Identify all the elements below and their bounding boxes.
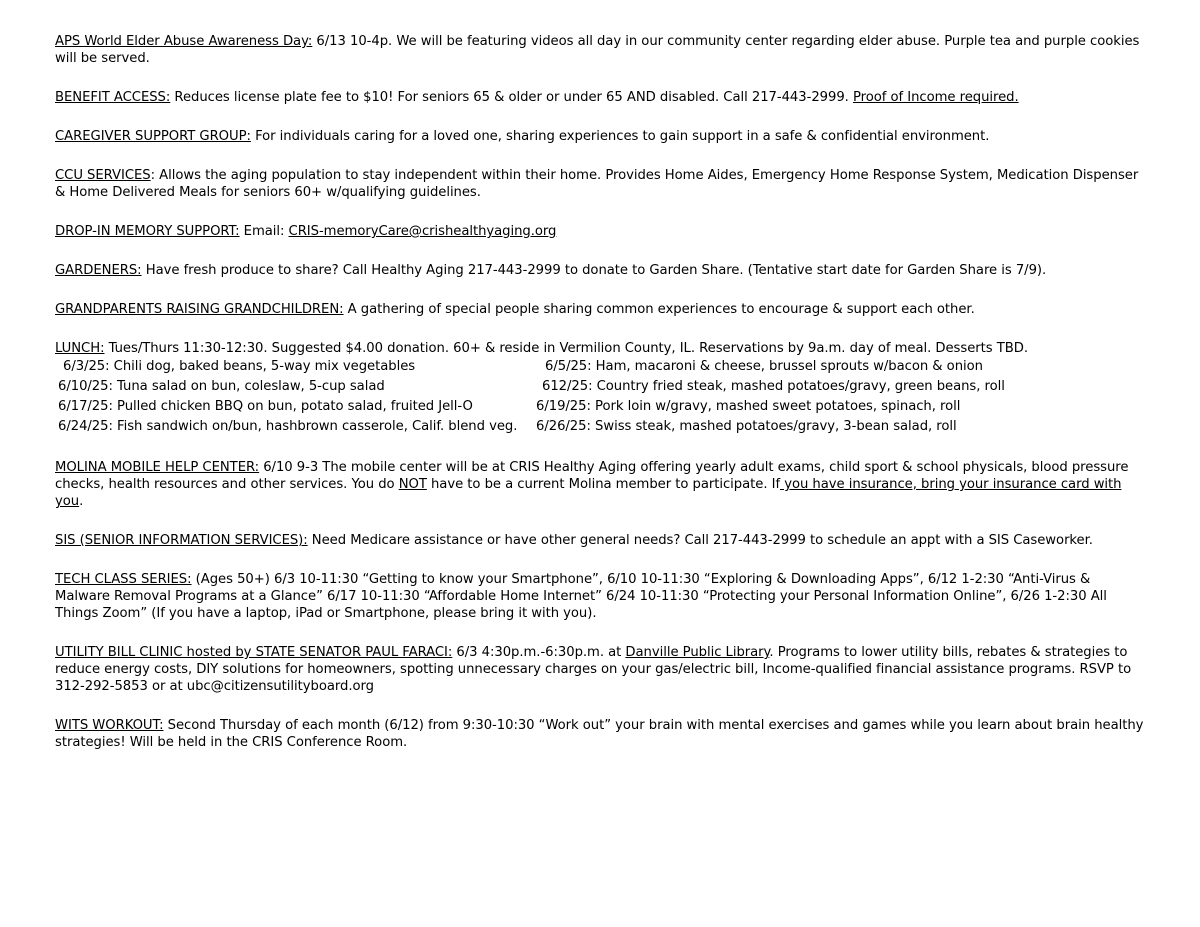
entry-heading: LUNCH: — [55, 341, 105, 356]
entry-aps — [55, 33, 1145, 67]
entry-memory-support — [55, 223, 1145, 240]
entry-heading: UTILITY BILL CLINIC hosted by STATE SENATOR PAUL FARACI: — [55, 645, 453, 660]
lunch-menu — [55, 357, 1145, 437]
entry-heading: APS World Elder Abuse Awareness Day: — [55, 34, 313, 49]
not-emphasis: NOT — [398, 477, 427, 492]
entry-text: Have fresh produce to share? Call Healthy Aging 217-443-2999 to donate to Garden Share. (Tentative start date for Garden Share is 7/9). — [141, 263, 1047, 278]
entry-wits-workout — [55, 717, 1145, 751]
entry-heading: GRANDPARENTS RAISING GRANDCHILDREN: — [55, 302, 344, 317]
menu-item: 6/26/25: Swiss steak, mashed potatoes/gravy, 3-bean salad, roll — [536, 419, 957, 434]
entry-text: A gathering of special people sharing common experiences to encourage & support each other. — [343, 302, 975, 317]
entry-text: Email: — [239, 224, 289, 239]
entry-heading: WITS WORKOUT: — [55, 718, 164, 733]
proof-of-income-note: Proof of Income required. — [852, 90, 1019, 105]
lunch-intro — [55, 340, 1145, 357]
entry-heading: BENEFIT ACCESS: — [55, 90, 171, 105]
menu-item: 612/25: Country fried steak, mashed potatoes/gravy, green beans, roll — [542, 379, 1005, 394]
entry-tech-class — [55, 571, 1145, 622]
entry-sis — [55, 532, 1145, 549]
entry-ccu — [55, 167, 1145, 201]
menu-item: 6/24/25: Fish sandwich on/bun, hashbrown casserole, Calif. blend veg. — [58, 419, 518, 434]
entry-text: Tues/Thurs 11:30-12:30. Suggested $4.00 donation. 60+ & reside in Vermilion County, IL. Reservations by 9a.m. day of meal. Desserts TBD. — [104, 341, 1028, 356]
menu-row — [55, 357, 1145, 377]
entry-caregiver — [55, 128, 1145, 145]
entry-molina — [55, 459, 1145, 510]
entry-text: . Programs to lower utility bills, rebates & strategies to reduce energy costs, DIY solutions for homeowners, spotting unnecessary charges on your gas/electric bill, Income-qualified financial assistance programs. RSVP to 312-292-5853 or at ubc@citizensutilityboard.org — [55, 645, 1132, 694]
entry-heading: MOLINA MOBILE HELP CENTER: — [55, 460, 260, 475]
menu-item: 6/17/25: Pulled chicken BBQ on bun, potato salad, fruited Jell-O — [58, 399, 473, 414]
insurance-card-note: you have insurance, bring your insurance card with you — [55, 477, 1122, 509]
entry-text: 6/10 9-3 The mobile center will be at CRIS Healthy Aging offering yearly adult exams, child sport & school physicals, blood pressure checks, health resources and other services. You do — [55, 460, 1129, 492]
entry-text: . — [79, 494, 84, 509]
entry-heading: TECH CLASS SERIES: — [55, 572, 192, 587]
entry-text: Need Medicare assistance or have other general needs? Call 217-443-2999 to schedule an appt with a SIS Caseworker. — [307, 533, 1093, 548]
memory-care-email-link[interactable]: CRIS-memoryCare@crishealthyaging.org — [288, 224, 557, 239]
menu-row — [55, 377, 1145, 397]
entry-grandparents — [55, 301, 1145, 318]
menu-item: 6/3/25: Chili dog, baked beans, 5-way mix vegetables — [63, 359, 416, 374]
menu-item: 6/10/25: Tuna salad on bun, coleslaw, 5-cup salad — [58, 379, 385, 394]
entry-heading: SIS (SENIOR INFORMATION SERVICES): — [55, 533, 308, 548]
entry-text: have to be a current Molina member to participate. If — [426, 477, 781, 492]
menu-row — [55, 417, 1145, 437]
entry-heading: CAREGIVER SUPPORT GROUP: — [55, 129, 251, 144]
entry-text: 6/3 4:30p.m.-6:30p.m. at — [452, 645, 626, 660]
menu-row — [55, 397, 1145, 417]
flyer-page — [55, 33, 1145, 773]
entry-text: : Allows the aging population to stay independent within their home. Provides Home Aides, Emergency Home Response System, Medication Dispenser & Home Delivered Meals for seniors 60+ w/qualifying guidelines. — [55, 168, 1139, 200]
entry-heading: CCU SERVICES — [55, 168, 151, 183]
entry-text: 6/13 10-4p. We will be featuring videos all day in our community center regarding elder abuse. Purple tea and purple cookies will be served. — [55, 34, 1140, 66]
entry-text: (Ages 50+) 6/3 10-11:30 “Getting to know your Smartphone”, 6/10 10-11:30 “Exploring & Downloading Apps”, 6/12 1-2:30 “Anti-Virus & Malware Removal Programs at a Glance” 6/17 10-11:30 “Affordable Home Internet” 6/24 10-11:30 “Protecting your Personal Information Online”, 6/26 1-2:30 All Things Zoom” (If you have a laptop, iPad or Smartphone, please bring it with you). — [55, 572, 1107, 621]
entry-heading: GARDENERS: — [55, 263, 142, 278]
entry-utility-clinic — [55, 644, 1145, 695]
entry-text: Reduces license plate fee to $10! For seniors 65 & older or under 65 AND disabled. Call 217-443-2999. — [170, 90, 853, 105]
entry-benefit-access — [55, 89, 1145, 106]
menu-item: 6/5/25: Ham, macaroni & cheese, brussel sprouts w/bacon & onion — [545, 359, 983, 374]
entry-gardeners — [55, 262, 1145, 279]
entry-lunch — [55, 340, 1145, 437]
menu-item: 6/19/25: Pork loin w/gravy, mashed sweet potatoes, spinach, roll — [536, 399, 961, 414]
entry-text: Second Thursday of each month (6/12) from 9:30-10:30 “Work out” your brain with mental exercises and games while you learn about brain healthy strategies! Will be held in the CRIS Conference Room. — [55, 718, 1144, 750]
entry-text: For individuals caring for a loved one, sharing experiences to gain support in a safe & confidential environment. — [250, 129, 990, 144]
library-link[interactable]: Danville Public Library — [625, 645, 770, 660]
entry-heading: DROP-IN MEMORY SUPPORT: — [55, 224, 240, 239]
